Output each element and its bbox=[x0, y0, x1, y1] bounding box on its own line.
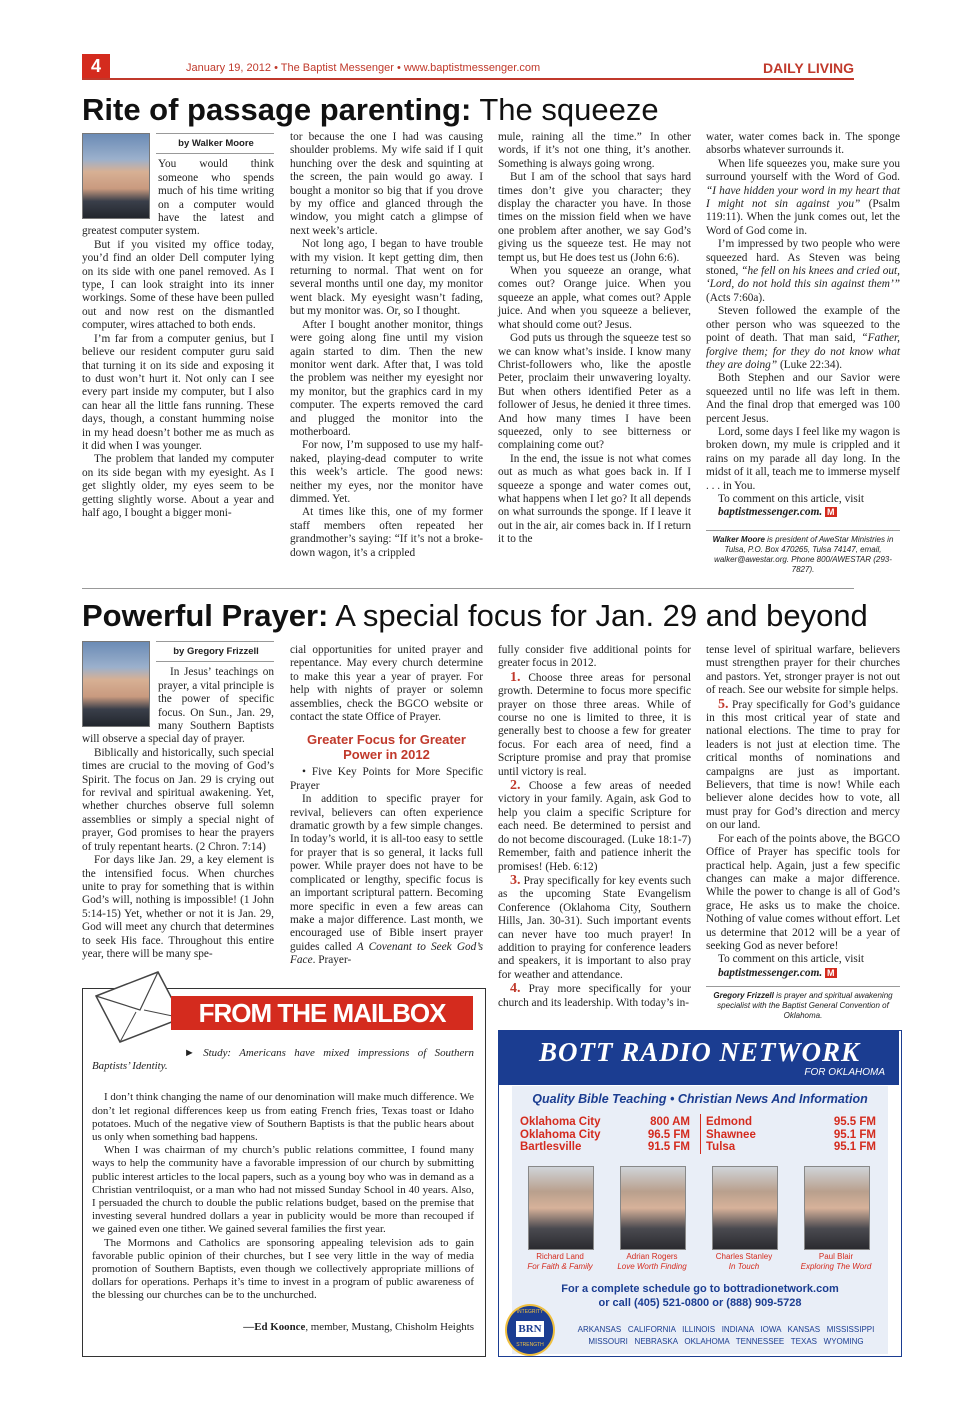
stations-left bbox=[520, 1116, 690, 1154]
host-photo bbox=[712, 1166, 778, 1250]
messenger-mark-icon: M bbox=[827, 507, 835, 518]
station-city: Shawnee bbox=[706, 1128, 756, 1141]
point-number: 4. bbox=[510, 981, 521, 997]
paragraph: In Jesus’ teachings on prayer, a vital principle is the power of specific focus. On Sun., Jan. 29, many Southern Baptists will observe a special day of prayer. bbox=[82, 666, 274, 746]
text: In addition to specific prayer for revival, believers can often experience dramatic growth by a few simple changes. In today’s world, it is all-too easy to settle for prayer that is so general, it lacks full power. While prayer does not have to be complicated or lengthy, specific focus is an important scriptural pattern. Becoming more specific in even a few areas can make a major difference. Last month, we encouraged use of Bible insert prayer guides called bbox=[290, 793, 483, 953]
point-number: 3. bbox=[510, 872, 521, 888]
paragraph: In the end, the issue is not what comes out as much as what goes back in. If I squeeze a sponge and water comes out, what happens when I let go? It all depends on what surrounds the sponge. If I leave it out in the air, air comes back in. If I return it to the bbox=[498, 452, 691, 546]
mailbox-title: FROM THE MAILBOX bbox=[171, 996, 473, 1030]
host-name: Charles Stanley bbox=[715, 1252, 773, 1261]
byline: by Walker Moore bbox=[156, 133, 274, 154]
signature-rest: , member, Mustang, Chisholm Heights bbox=[305, 1320, 474, 1333]
paragraph: Biblically and historically, such special times are crucial to the moving of God’s Spirit. The focus on Jan. 29 is crying out for revival and spiritual awakening. Yet, whether churches observe full solemn assemblies or simply a special night of prayer, God promises to hear the prayers of truly repentant hearts. (2 Chron. 7:14) bbox=[82, 746, 274, 853]
article2-col1 bbox=[82, 641, 274, 961]
scripture-quote: “he fell on his knees and cried out, ‘Lord, do not hold this sin against them’” bbox=[706, 265, 900, 291]
station-city: Tulsa bbox=[706, 1141, 736, 1153]
article2-col2 bbox=[290, 644, 483, 968]
author-photo bbox=[82, 641, 150, 727]
credit-text: is president of AweStar Ministries in Tulsa, P.O. Box 470265, Tulsa 74147, email, walker@awestar.org. Phone 800/AWESTAR (293-7827). bbox=[714, 534, 894, 574]
paragraph bbox=[706, 158, 900, 238]
host-photo bbox=[804, 1166, 870, 1250]
host-show: For Faith & Family bbox=[527, 1262, 593, 1271]
letter-paragraph: I don’t think changing the name of our denomination will make much difference. We don’t let regional differences keep us from eating French fries, Texas toast or Idaho potatoes. Much of the negative view of Southern Baptists is that the public hears about us only when something bad happens. bbox=[92, 1091, 474, 1144]
ad-banner bbox=[499, 1031, 899, 1085]
paragraph: But I am of the school that says hard times don’t give you character; they display the character you have. In those times on the mission field when we have one problem after another, we say God’s giving us the squeeze test. He may not tempt us, but He does test us (John 6:6). bbox=[498, 171, 691, 264]
station bbox=[706, 1129, 876, 1142]
letter-paragraph: The Mormons and Catholics are sponsoring appealing television ads to gain favorable public opinion of their churches, but I see very little in the way of media promotion of Southern Baptists, even though we collectively appropriate millions of dollars for operations. Perhaps it’s time to invest in a program of public awareness of the blessing our churches can be to the unchurched. bbox=[92, 1236, 474, 1302]
paragraph: For now, I’m supposed to use my half-naked, playing-dead computer to write this week’s article. The good news: neither my eyes, nor the monitor have dimmed. Yet. bbox=[290, 439, 483, 505]
host-show: Exploring The Word bbox=[800, 1262, 872, 1271]
stations-right bbox=[706, 1116, 876, 1154]
paragraph: Lord, some days I feel like my wagon is broken down, my mule is crippled and it rains on my parade all day long. In the midst of it all, teach me to immerse myself . . . in You. bbox=[706, 425, 900, 492]
paragraph bbox=[290, 793, 483, 967]
host-show: Love Worth Finding bbox=[617, 1262, 687, 1271]
paragraph: I’m far from a computer genius, but I believe our resident computer guru said that turning it on its side and exposing it to dust won’t hurt it. Not only can I see every part inside my computer, but I also can hear all the little fans running. These days, though, a constant humming noise in my head doesn’t bother me as much as it did when I was younger. bbox=[82, 332, 274, 452]
credit-name: Gregory Frizzell bbox=[713, 991, 774, 1001]
station bbox=[520, 1116, 690, 1129]
paragraph: cial opportunities for united prayer and repentance. May every church determine to make this year a year of prayer. For help with nights of prayer or solemn assemblies, check the BGCO website or contact the state Office of Prayer. bbox=[290, 644, 483, 724]
ad-subtitle: FOR OKLAHOMA bbox=[804, 1067, 885, 1078]
paragraph: After I bought another monitor, things were going along fine until my vision again started to dim. Then the new monitor went dark. After that, I was told the problem was neither my eyesight nor my monitor, but the graphics card in my computer. The experts removed the card and plugged the monitor into the motherboard. bbox=[290, 318, 483, 438]
section-label: DAILY LIVING bbox=[762, 60, 854, 76]
point-number: 1. bbox=[510, 669, 521, 685]
headline-rest: A special focus for Jan. 29 and beyond bbox=[328, 598, 868, 633]
scripture-quote: “I have hidden your word in my heart that I might not sin against you” bbox=[706, 184, 900, 211]
point-text: Choose three areas for personal growth. Determine to focus more specific prayer on those three areas. While of course no one is limited to three, it is generally best to choose a few for greater focus. For each area of need, find a Scripture promise and pray that promise until victory is real. bbox=[498, 671, 691, 778]
paragraph: But if you visited my office today, you’d find an older Dell computer lying on its side with one panel removed. As I type, I can look straight into its inner workings. Some of these have been pulled out and now rest on the dismantled computer, wires attached to both ends. bbox=[82, 238, 274, 332]
mailbox-body bbox=[92, 1047, 474, 1334]
point-text: Pray specifically for God’s guidance in this most critical year of state and national elections. The time to pray for leaders is not just at election time. The critical months of nominations and campaigns are just as important. Believers, that time is now! While each believer alone decides how to vote, all must pray for God’s direction and mercy on our land. bbox=[706, 698, 900, 832]
comment-url-line bbox=[706, 506, 900, 519]
station-freq: 95.5 FM bbox=[833, 1116, 876, 1128]
paragraph: tor because the one I had was causing shoulder problems. My wife said if I quit hunching over the desk and squinting at the screen, the pain would go away. I bought a monitor so big that if you drove by my office and glanced through the window, you might catch a glimpse of next week’s article. bbox=[290, 131, 483, 237]
station-freq: 91.5 FM bbox=[647, 1141, 690, 1153]
paragraph: Not long ago, I began to have trouble with my vision. It kept getting dim, then returning to normal. That went on for several months until one day, my monitor went black. My eyesight wasn’t fading, but my monitor was. Or, so I thought. bbox=[290, 238, 483, 318]
paragraph: For each of the points above, the BGCO Office of Prayer has specific tools for practical help. Again, just a few specific changes can make a major difference. While the power to change is all of God’s grace, He asks us to make the choice. Nothing of value comes without effort. Let us determine that 2012 will be a year of seeking God as never before! bbox=[706, 832, 900, 952]
paragraph bbox=[706, 238, 900, 305]
host-caption bbox=[512, 1252, 608, 1272]
logo-top: INTEGRITY bbox=[516, 1309, 544, 1315]
paragraph: fully consider five additional points for greater focus in 2012. bbox=[498, 644, 691, 670]
author-credit bbox=[706, 986, 900, 1021]
article1-col3 bbox=[498, 131, 691, 547]
station-city: Oklahoma City bbox=[520, 1128, 601, 1141]
comment-url[interactable]: baptistmessenger.com. bbox=[718, 506, 823, 519]
logo-text: BRN bbox=[516, 1321, 544, 1337]
letter-paragraph: When I was chairman of my church’s public relations committee, I found many ways to help the community have a favorable impression of our church by submitting public interest articles to the local papers, such as a young boy who was in demand as a Christian ventriloquist, or a man who had not missed Sunday School in 40 years. Also, I persuaded the church to double the public relations budget, based on the premise that investing several hundred dollars a year in publicity would be more than recouped if we gained even one tither. We gained several families the first year. bbox=[92, 1144, 474, 1236]
station bbox=[520, 1141, 690, 1154]
paragraph: mule, raining all the time.” In other words, if it’s not one thing, it’s another. Something is always going wrong. bbox=[498, 131, 691, 170]
paragraph: The problem that landed my computer on its side began with my eyesight. As I get slightly older, my eyes seem to be getting slightly worse. About a year and half ago, I bought a bigger moni- bbox=[82, 453, 274, 519]
guide-title: A Covenant to Seek God’s Face bbox=[290, 940, 483, 967]
text: (Luke 22:34). bbox=[777, 358, 843, 371]
credit-text: is prayer and spiritual awakening specialist with the Baptist General Convention of Oklahoma. bbox=[717, 991, 893, 1021]
paragraph: You would think someone who spends much of his time writing on a computer would have the latest and greatest computer system. bbox=[82, 158, 274, 238]
host-name: Richard Land bbox=[536, 1252, 584, 1261]
article2-col3 bbox=[498, 644, 691, 1010]
article1-col4 bbox=[706, 131, 900, 575]
header-rule bbox=[82, 78, 854, 80]
article1-col1 bbox=[82, 133, 274, 520]
point-2 bbox=[498, 779, 691, 874]
point-number: 5. bbox=[718, 696, 729, 712]
paragraph: water, water comes back in. The sponge absorbs whatever surrounds it. bbox=[706, 131, 900, 157]
ad-contact bbox=[512, 1282, 888, 1310]
host-photo bbox=[620, 1166, 686, 1250]
ad-phone: or call (405) 521-0800 or (888) 909-5728 bbox=[598, 1297, 802, 1309]
article1-col2 bbox=[290, 131, 483, 560]
station-freq: 96.5 FM bbox=[647, 1128, 690, 1141]
host-photo bbox=[528, 1166, 594, 1250]
page-number: 4 bbox=[82, 54, 110, 78]
point-text: Pray specifically for key events such as the upcoming State Evangelism Conference (Oklahoma City, Southern Hills, Jan. 30-31). Such important events can never have too much prayer! In addition to praying for conference leaders and speakers, it is important to also pray for weather and attendance. bbox=[498, 874, 691, 981]
text: . Prayer- bbox=[312, 954, 352, 967]
point-3 bbox=[498, 874, 691, 982]
comment-line: To comment on this article, visit bbox=[718, 492, 865, 505]
logo-bottom: STRENGTH bbox=[516, 1342, 544, 1348]
paragraph: For days like Jan. 29, a key element is the intensified focus. When churches unite to pray for something that is within God’s will, nothing is impossible! (1 John 5:14-15) Yet, whether or not it is Jan. 29, God will meet any church that determines to seek His face. Throughout this entire year, there will be many spe- bbox=[82, 854, 274, 960]
letter-signature bbox=[92, 1321, 474, 1334]
station bbox=[706, 1116, 876, 1129]
byline: by Gregory Frizzell bbox=[156, 641, 274, 662]
host-name: Paul Blair bbox=[818, 1252, 854, 1261]
station-freq: 800 AM bbox=[650, 1116, 690, 1128]
paragraph: God puts us through the squeeze test so we can know what’s inside. I know many Christ-followers who, like the apostle Peter, proclaim their unwavering loyalty. But when others identified Peter as a follower of Jesus, he denied it three times. And how many times I have been squeezed, only to see bitterness or complaining come out? bbox=[498, 332, 691, 452]
text: (Psalm 119:11). When the junk comes out, let the Word of God come in. bbox=[706, 198, 900, 237]
headline-rest: The squeeze bbox=[471, 92, 659, 127]
article-divider bbox=[82, 588, 854, 589]
host-caption bbox=[696, 1252, 792, 1272]
author-photo bbox=[82, 133, 150, 219]
text: (Acts 7:60a). bbox=[706, 291, 765, 304]
host-name: Adrian Rogers bbox=[626, 1252, 678, 1261]
article2-col4 bbox=[706, 644, 900, 1021]
states-row-2: MISSOURI NEBRASKA OKLAHOMA TENNESSEE TEXAS WYOMING bbox=[588, 1337, 864, 1346]
point-text: Choose a few areas of needed victory in your family. Again, ask God to help you claim a specific Scripture for each need. Be determined to persist and do not become discouraged. (Luke 18:1-7) Remember, faith and patience inherit the promises! (Heb. 6:12) bbox=[498, 780, 691, 873]
paragraph: Both Stephen and our Savior were squeezed until no life was left in them. And the final drop that emerged was 100 percent Jesus. bbox=[706, 372, 900, 425]
point-number: 2. bbox=[510, 778, 521, 794]
host-show: In Touch bbox=[728, 1262, 760, 1271]
station-city: Oklahoma City bbox=[520, 1116, 601, 1128]
mailbox-reference: ► Study: Americans have mixed impressions of Southern Baptists’ Identity. bbox=[92, 1047, 474, 1073]
station-freq: 95.1 FM bbox=[833, 1141, 876, 1153]
stations-divider bbox=[700, 1114, 701, 1154]
text: I’m impressed by two people who were squeezed hard. As Steven was being stoned, bbox=[706, 238, 900, 278]
article2-headline bbox=[82, 598, 868, 634]
station bbox=[520, 1129, 690, 1142]
dateline: January 19, 2012 • The Baptist Messenger • www.baptistmessenger.com bbox=[186, 62, 541, 74]
station-city: Edmond bbox=[706, 1116, 752, 1128]
paragraph: • Five Key Points for More Specific Prayer bbox=[290, 766, 483, 792]
point-5 bbox=[706, 698, 900, 833]
ad-schedule: For a complete schedule go to bottradionetwork.com bbox=[561, 1283, 839, 1295]
ad-tagline: Quality Bible Teaching • Christian News And Information bbox=[532, 1092, 868, 1106]
messenger-mark-icon: M bbox=[827, 967, 835, 978]
states-row-1: ARKANSAS CALIFORNIA ILLINOIS INDIANA IOWA KANSAS MISSISSIPPI bbox=[577, 1325, 875, 1334]
text: When life squeezes you, make sure you surround yourself with the Word of God. bbox=[706, 157, 900, 184]
brn-logo bbox=[505, 1304, 555, 1356]
point-1 bbox=[498, 671, 691, 779]
comment-line: To comment on this article, visit bbox=[718, 953, 865, 966]
headline-bold: Rite of passage parenting: bbox=[82, 92, 472, 127]
station-city: Bartlesville bbox=[520, 1141, 582, 1153]
point-4 bbox=[498, 982, 691, 1010]
article1-headline bbox=[82, 92, 659, 128]
ad-title: BOTT RADIO NETWORK bbox=[539, 1037, 861, 1067]
paragraph bbox=[706, 305, 900, 372]
author-credit bbox=[706, 530, 900, 575]
paragraph: At times like this, one of my former staff members often repeated her grandmother’s saying: “If it’s not a broke-down wagon, it’s a crippled bbox=[290, 506, 483, 559]
scripture-quote: “Father, forgive them; for they do not know what they are doing” bbox=[706, 332, 900, 371]
comment-url[interactable]: baptistmessenger.com. bbox=[718, 966, 823, 979]
signature-name: —Ed Koonce bbox=[243, 1320, 306, 1333]
station-freq: 95.1 FM bbox=[833, 1128, 876, 1141]
host-caption bbox=[788, 1252, 884, 1272]
paragraph: When you squeeze an orange, what comes out? Orange juice. When you squeeze an apple, what comes out? Apple juice. And when you squeeze a believer, what should come out? Jesus. bbox=[498, 265, 691, 331]
host-caption bbox=[604, 1252, 700, 1272]
point-text: Pray more specifically for your church and its leadership. With today’s in- bbox=[498, 983, 691, 1009]
credit-name: Walker Moore bbox=[712, 534, 765, 544]
comment-url-line bbox=[706, 967, 900, 980]
station bbox=[706, 1141, 876, 1154]
paragraph: tense level of spiritual warfare, believers must strengthen prayer for their churches and pastors. Yet, stronger prayer is not out of reach. See our website for simple helps. bbox=[706, 644, 900, 697]
headline-bold: Powerful Prayer: bbox=[82, 598, 329, 633]
text: Steven followed the example of the other person who was squeezed to the point of death. That man said, bbox=[706, 305, 900, 345]
subhead: Greater Focus for Greater Power in 2012 bbox=[307, 732, 466, 763]
